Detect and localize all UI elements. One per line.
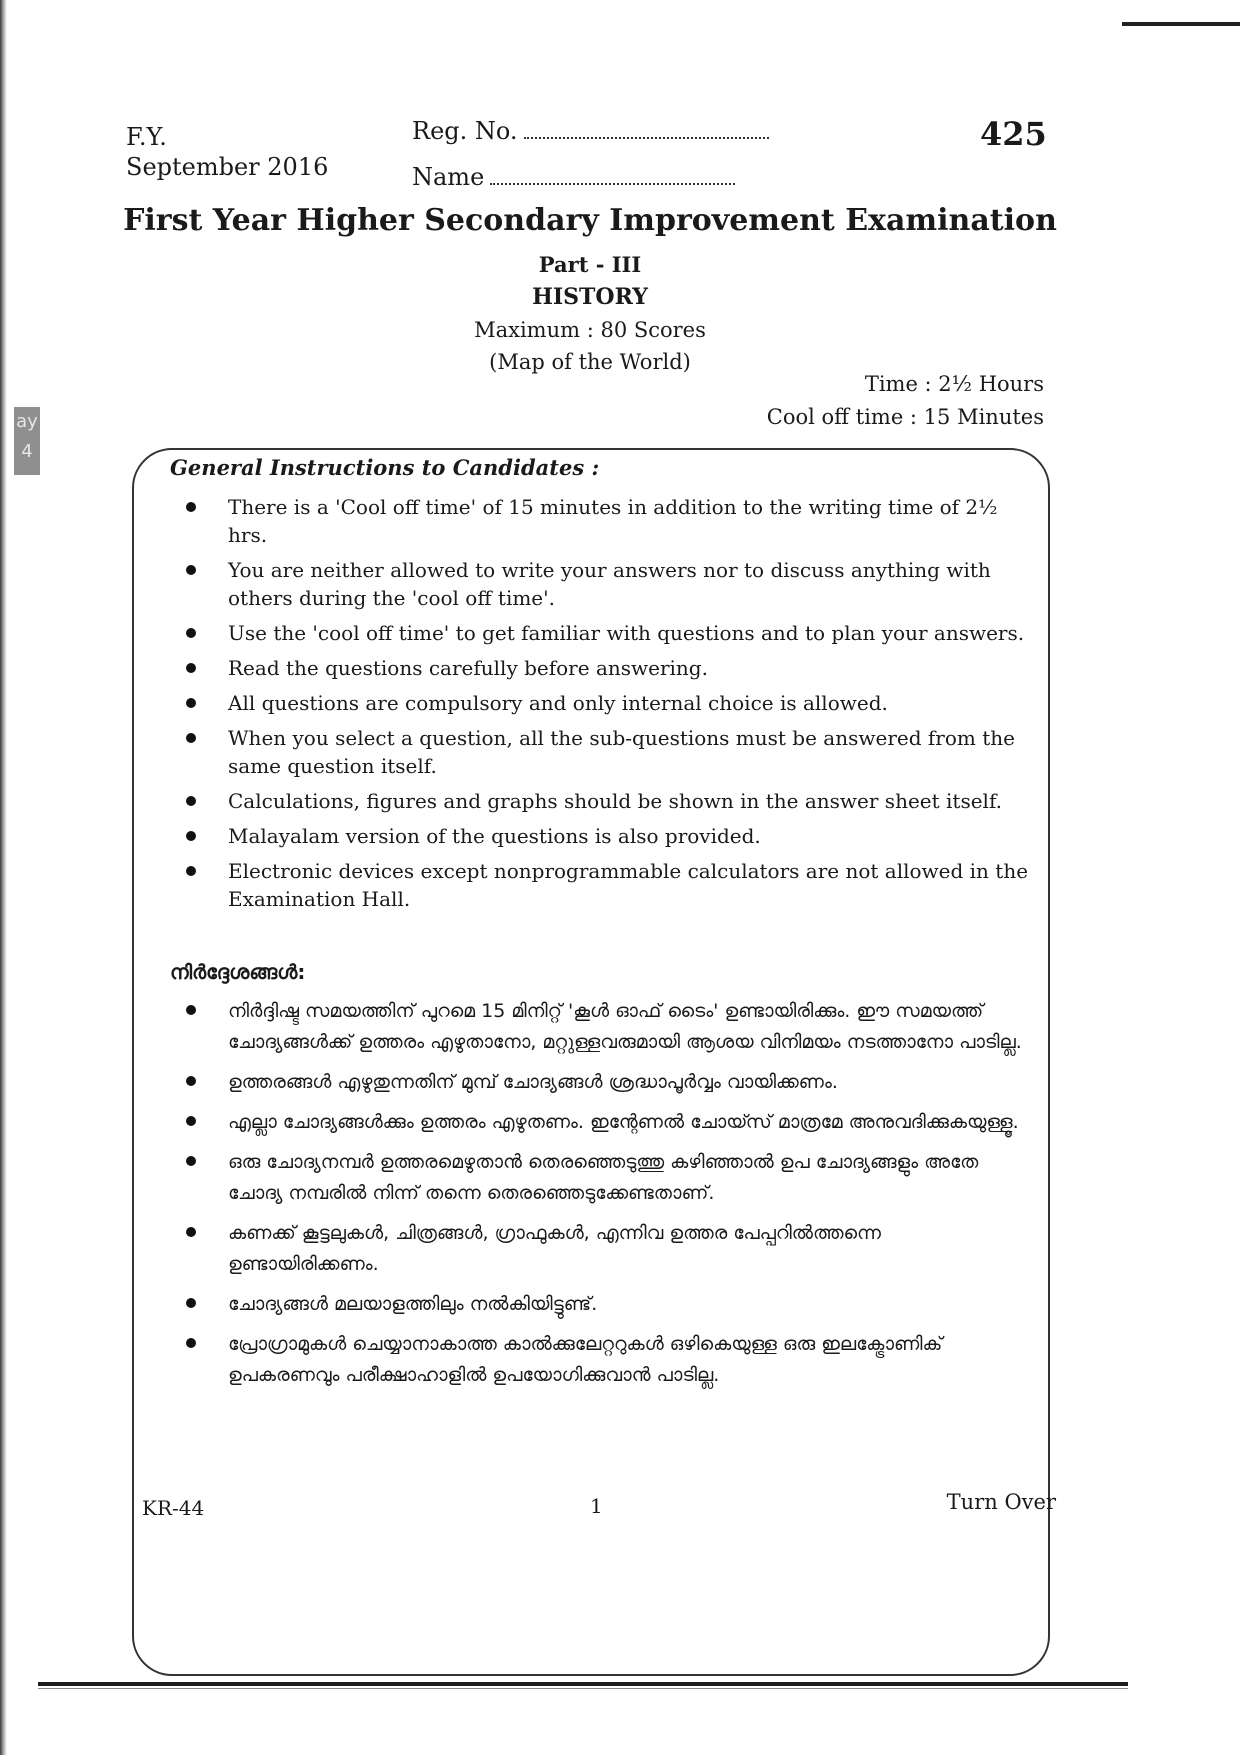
list-item: ചോദ്യങ്ങൾ മലയാളത്തിലും നൽകിയിട്ടുണ്ട്. bbox=[180, 1289, 1030, 1320]
list-item: എല്ലാ ചോദ്യങ്ങൾക്കും ഉത്തരം എഴുതണം. ഇന്റേണൽ ചോയ്സ് മാത്രമേ അനുവദിക്കുകയുള്ളൂ. bbox=[180, 1107, 1030, 1138]
reg-no-label: Reg. No. bbox=[412, 117, 518, 145]
header-left bbox=[126, 122, 328, 182]
page-number: 1 bbox=[590, 1494, 603, 1518]
max-score: Maximum : 80 Scores bbox=[474, 318, 706, 342]
list-item: There is a 'Cool off time' of 15 minutes in addition to the writing time of 2½ hrs. bbox=[180, 493, 1030, 549]
list-item: പ്രോഗ്രാമുകൾ ചെയ്യാനാകാത്ത കാൽക്കുലേറ്ററുകൾ ഒഴികെയുള്ള ഒരു ഇലക്ട്രോണിക് ഉപകരണവും പരീക്ഷാഹാളിൽ ഉപയോഗിക്കുവാൻ പാടില്ല. bbox=[180, 1329, 1030, 1391]
instructions-title-en: General Instructions to Candidates : bbox=[170, 455, 600, 480]
list-item: You are neither allowed to write your answers nor to discuss anything with others during the 'cool off time'. bbox=[180, 556, 1030, 612]
cool-off-time: Cool off time : 15 Minutes bbox=[766, 405, 1044, 429]
exam-title: First Year Higher Secondary Improvement Examination bbox=[123, 203, 1057, 238]
subject-label: HISTORY bbox=[532, 284, 648, 310]
scan-top-rule bbox=[1122, 22, 1240, 26]
scan-bottom-rule-thin bbox=[38, 1688, 1128, 1689]
instructions-title-ml: നിർദ്ദേശങ്ങൾ: bbox=[170, 960, 306, 984]
time-allowed: Time : 2½ Hours bbox=[864, 372, 1044, 396]
list-item: Electronic devices except nonprogrammable calculators are not allowed in the Examination Hall. bbox=[180, 857, 1030, 913]
reg-no-blank bbox=[524, 119, 769, 139]
side-stamp: ay 4 bbox=[14, 407, 40, 475]
paper-number: 425 bbox=[980, 115, 1047, 153]
list-item: ഒരു ചോദ്യനമ്പർ ഉത്തരമെഴുതാൻ തെരഞ്ഞെടുത്തു കഴിഞ്ഞാൽ ഉപ ചോദ്യങ്ങളും അതേ ചോദ്യ നമ്പരിൽ നിന്ന് തന്നെ തെരഞ്ഞെടുക്കേണ്ടതാണ്. bbox=[180, 1147, 1030, 1209]
list-item: നിർദ്ദിഷ്ട സമയത്തിന് പുറമെ 15 മിനിറ്റ് 'കൂൾ ഓഫ് ടൈം' ഉണ്ടായിരിക്കും. ഈ സമയത്ത് ചോദ്യങ്ങൾക്ക് ഉത്തരം എഴുതാനോ, മറ്റുള്ളവരുമായി ആശയ വിനിമയം നടത്താനോ പാടില്ല. bbox=[180, 996, 1030, 1058]
map-note: (Map of the World) bbox=[489, 350, 691, 374]
list-item: Read the questions carefully before answering. bbox=[180, 654, 1030, 682]
instructions-list-ml bbox=[180, 996, 1030, 1400]
name-field bbox=[412, 163, 735, 191]
list-item: ഉത്തരങ്ങൾ എഴുതുന്നതിന് മുമ്പ് ചോദ്യങ്ങൾ ശ്രദ്ധാപൂർവ്വം വായിക്കണം. bbox=[180, 1067, 1030, 1098]
scan-bottom-rule bbox=[38, 1682, 1128, 1686]
stream-label: F.Y. bbox=[126, 123, 167, 151]
instructions-list-en bbox=[180, 493, 1030, 920]
turn-over-label: Turn Over bbox=[946, 1490, 1056, 1514]
list-item: All questions are compulsory and only internal choice is allowed. bbox=[180, 689, 1030, 717]
reg-no-field bbox=[412, 117, 769, 145]
paper-code: KR-44 bbox=[142, 1496, 205, 1520]
list-item: Use the 'cool off time' to get familiar with questions and to plan your answers. bbox=[180, 619, 1030, 647]
name-label: Name bbox=[412, 163, 485, 191]
list-item: കണക്ക് കൂട്ടലുകൾ, ചിത്രങ്ങൾ, ഗ്രാഫുകൾ, എന്നിവ ഉത്തര പേപ്പറിൽത്തന്നെ ഉണ്ടായിരിക്കണം. bbox=[180, 1218, 1030, 1280]
list-item: When you select a question, all the sub-questions must be answered from the same question itself. bbox=[180, 724, 1030, 780]
session-label: September 2016 bbox=[126, 153, 329, 181]
list-item: Calculations, figures and graphs should be shown in the answer sheet itself. bbox=[180, 787, 1030, 815]
list-item: Malayalam version of the questions is also provided. bbox=[180, 822, 1030, 850]
part-label: Part - III bbox=[538, 252, 642, 277]
name-blank bbox=[490, 165, 735, 185]
